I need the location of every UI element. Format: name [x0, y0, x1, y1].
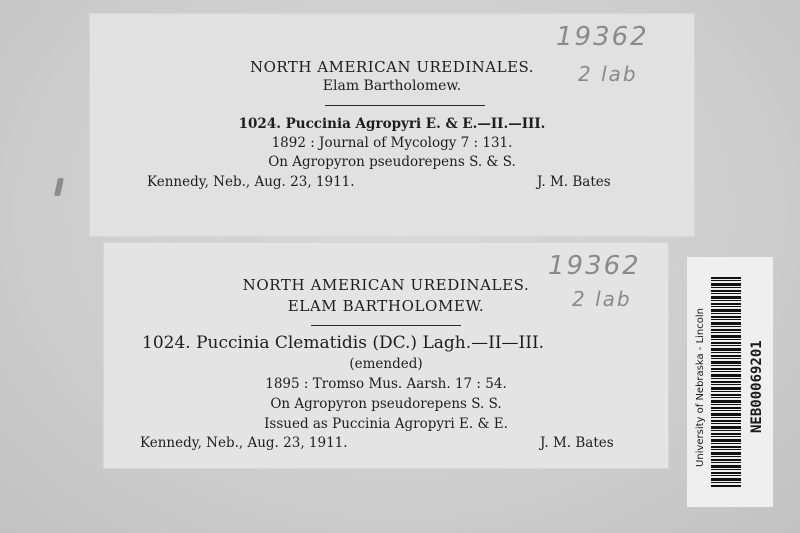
- handwritten-note: 2 lab: [578, 62, 638, 86]
- species-title: 1024. Puccinia Clematidis (DC.) Lagh.—II—III.: [142, 333, 545, 353]
- handwritten-note: 2 lab: [572, 287, 632, 311]
- specimen-label-emended: [104, 243, 668, 468]
- divider: [311, 325, 461, 326]
- divider: [325, 105, 485, 106]
- collector: J. M. Bates: [540, 435, 614, 451]
- issued-as: Issued as Puccinia Agropyri E. & E.: [264, 416, 508, 432]
- label-author: Elam Bartholomew.: [322, 78, 462, 94]
- handwritten-number: 19362: [548, 251, 641, 281]
- label-header: NORTH AMERICAN UREDINALES.: [242, 276, 530, 294]
- barcode-number: NEB00069201: [749, 340, 765, 433]
- host: On Agropyron pseudorepens S. S.: [270, 396, 502, 412]
- host: On Agropyron pseudorepens S. & S.: [268, 154, 516, 170]
- handwritten-number: 19362: [556, 22, 649, 52]
- barcode-icon: [711, 277, 741, 487]
- locality: Kennedy, Neb., Aug. 23, 1911.: [147, 174, 355, 190]
- specimen-label-original: [90, 14, 694, 236]
- species-title: 1024. Puccinia Agropyri E. & E.—II.—III.: [238, 116, 546, 132]
- institution-name: University of Nebraska - Lincoln: [695, 308, 706, 467]
- emended-note: (emended): [349, 356, 423, 372]
- reference: 1895 : Tromso Mus. Aarsh. 17 : 54.: [265, 376, 507, 392]
- barcode-label: [687, 257, 773, 507]
- label-header: NORTH AMERICAN UREDINALES.: [249, 58, 535, 76]
- collector: J. M. Bates: [537, 174, 611, 190]
- reference: 1892 : Journal of Mycology 7 : 131.: [271, 135, 513, 151]
- locality: Kennedy, Neb., Aug. 23, 1911.: [140, 435, 348, 451]
- label-author: ELAM BARTHOLOMEW.: [287, 297, 485, 315]
